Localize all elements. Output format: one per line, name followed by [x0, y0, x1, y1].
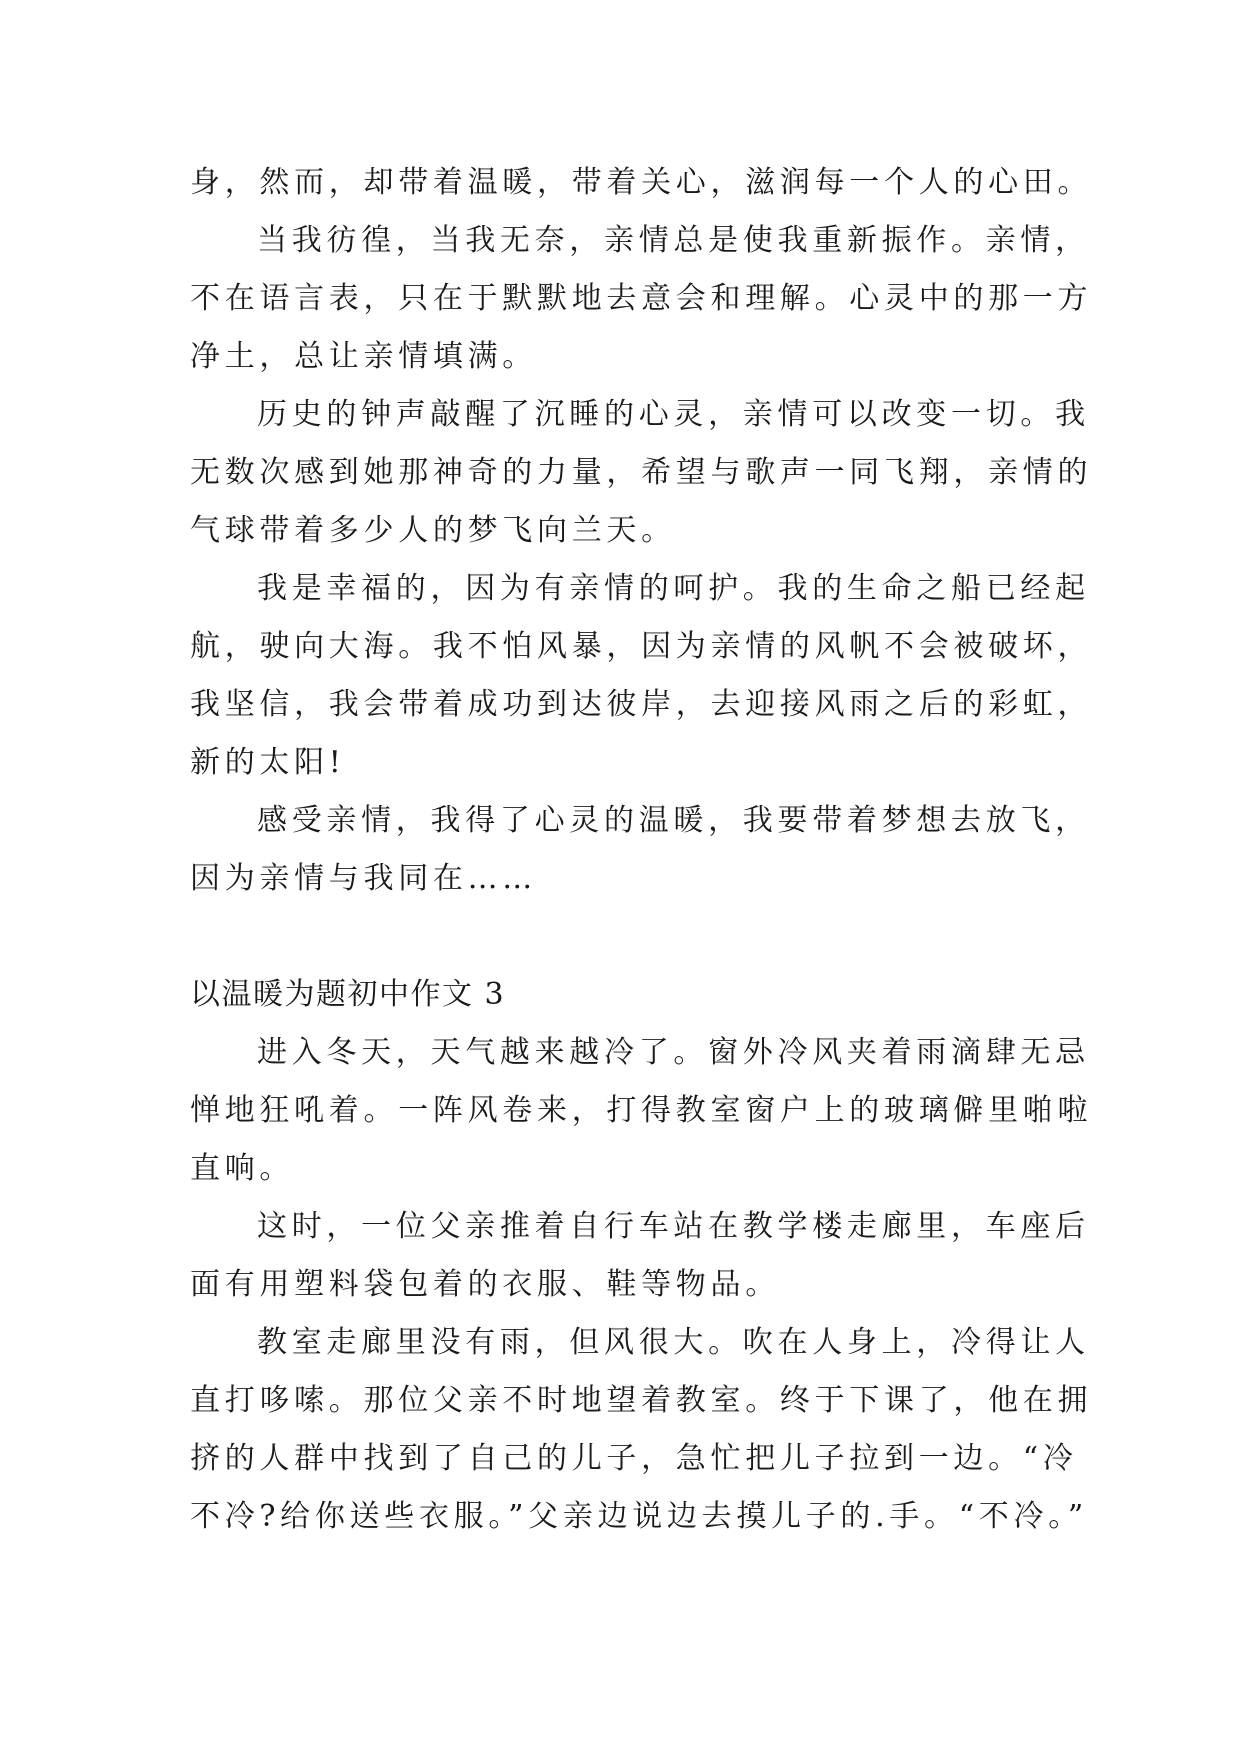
paragraph-line: 不冷?给你送些衣服。”父亲边说边去摸儿子的.手。“不冷。”: [190, 1499, 1088, 1534]
paragraph-line: 航，驶向大海。我不怕风暴，因为亲情的风帆不会被破坏，: [190, 629, 1093, 664]
paragraph-line: 直打哆嗦。那位父亲不时地望着教室。终于下课了，他在拥: [190, 1383, 1093, 1418]
paragraph-line: 教室走廊里没有雨，但风很大。吹在人身上，冷得让人: [257, 1325, 1090, 1360]
paragraph-line: 新的太阳!: [190, 745, 346, 780]
paragraph-line: 我坚信，我会带着成功到达彼岸，去迎接风雨之后的彩虹，: [190, 687, 1093, 722]
paragraph-line: 进入冬天，天气越来越冷了。窗外冷风夹着雨滴肆无忌: [257, 1035, 1090, 1070]
paragraph-line: 不在语言表，只在于默默地去意会和理解。心灵中的那一方: [190, 281, 1093, 316]
paragraph-line: 因为亲情与我同在……: [190, 861, 537, 896]
paragraph-line: 我是幸福的，因为有亲情的呵护。我的生命之船已经起: [257, 571, 1090, 606]
paragraph-line: 历史的钟声敲醒了沉睡的心灵，亲情可以改变一切。我: [257, 397, 1090, 432]
paragraph-line: 挤的人群中找到了自己的儿子，急忙把儿子拉到一边。“冷: [190, 1441, 1078, 1476]
paragraph-line: 气球带着多少人的梦飞向兰天。: [190, 513, 676, 548]
paragraph-line: 惮地狂吼着。一阵风卷来，打得教室窗户上的玻璃僻里啪啦: [190, 1093, 1093, 1128]
paragraph-line: 直响。: [190, 1151, 295, 1186]
paragraph-line: 面有用塑料袋包着的衣服、鞋等物品。: [190, 1267, 780, 1302]
section-heading: 以温暖为题初中作文 3: [190, 977, 506, 1012]
paragraph-line: 当我彷徨，当我无奈，亲情总是使我重新振作。亲情，: [257, 223, 1090, 258]
paragraph-line: 身，然而，却带着温暖，带着关心，滋润每一个人的心田。: [190, 165, 1093, 200]
paragraph-line: 无数次感到她那神奇的力量，希望与歌声一同飞翔，亲情的: [190, 455, 1093, 490]
paragraph-line: 感受亲情，我得了心灵的温暖，我要带着梦想去放飞，: [257, 803, 1090, 838]
paragraph-line: 这时，一位父亲推着自行车站在教学楼走廊里，车座后: [257, 1209, 1090, 1244]
paragraph-line: 净土，总让亲情填满。: [190, 339, 537, 374]
